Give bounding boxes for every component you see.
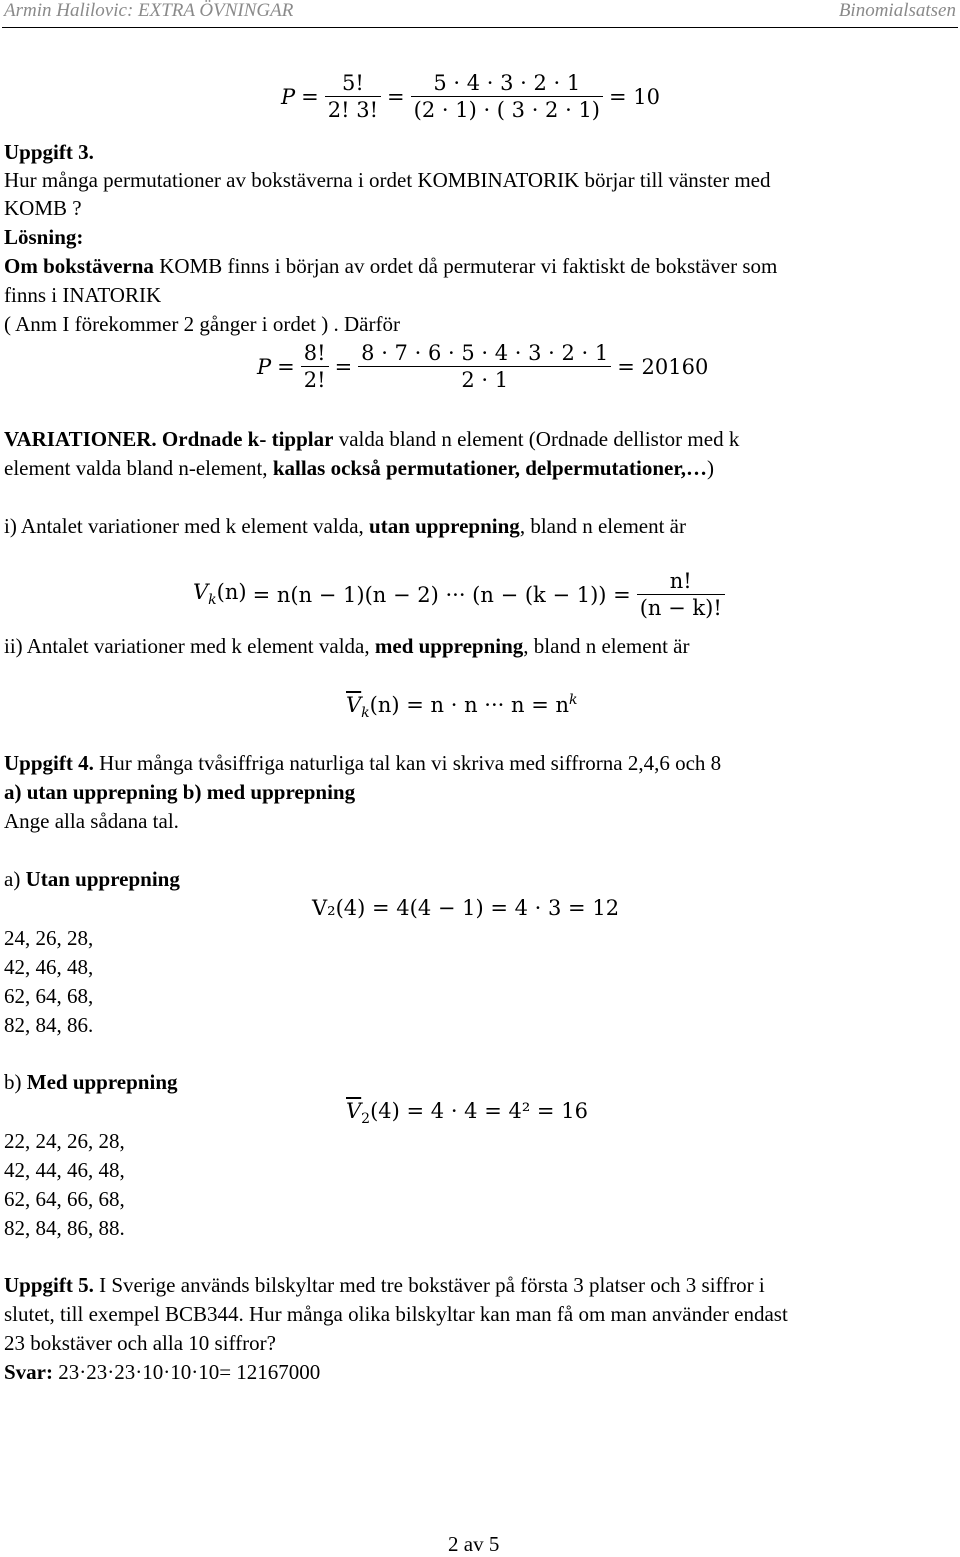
formula-variation-with-repetition: $\overline{V}_k(n) = n \cdot n$ ··· $n = n^k$ [346,692,578,722]
uppgift4-part-b-label: b) Med upprepning [4,1070,178,1094]
formula-variation-without-repetition: $V_k(n)$ = n(n − 1)(n − 2) ··· (n − (k − 1)) = $\frac{n!}{(n - k)!}$ [190,568,728,621]
fraction-expanded: $\frac{5 \cdot 4 \cdot 3 \cdot 2 \cdot 1}{(2 \cdot 1) \cdot ( 3 \cdot 2 \cdot 1)}$ [411,70,603,123]
uppgift3-title: Uppgift 3. [4,140,94,164]
uppgift5-answer: Svar: 23·23·23·10·10·10= 12167000 [4,1360,321,1384]
uppgift5-line3: 23 bokstäver och alla 10 siffror? [4,1331,276,1355]
formula-result: = 10 [609,84,660,109]
page-number: 2 av 5 [448,1532,500,1556]
uppgift3-solution-line3: ( Anm I förekommer 2 gånger i ordet ) . Därför [4,312,400,336]
variationer-definition-line1: VARIATIONER. Ordnade k- tipplar valda bland n element (Ordnade dellistor med k [4,427,740,451]
uppgift5-line2: slutet, till exempel BCB344. Hur många olika bilskyltar kan man få om man använder endast [4,1302,788,1326]
variationer-case-ii: ii) Antalet variationer med k element valda, med upprepning, bland n element är [4,634,690,658]
list-item: 82, 84, 86, 88. [4,1216,125,1240]
header-left: Armin Halilovic: EXTRA ÖVNINGAR [4,0,294,21]
list-item: 62, 64, 66, 68, [4,1187,125,1211]
uppgift3-solution-line2: finns i INATORIK [4,283,162,307]
list-item: 42, 44, 46, 48, [4,1158,125,1182]
variationer-definition-line2: element valda bland n-element, kallas också permutationer, delpermutationer,…) [4,456,715,480]
formula-permutation-2: P = $\frac{8!}{2!}$ = $\frac{8 \cdot 7 \cdot 6 \cdot 5 \cdot 4 \cdot 3 \cdot 2 \cdot 1}{2 \cdot 1}$ = 20160 [257,341,709,392]
uppgift4-question-line2: a) utan upprepning b) med upprepning [4,780,356,804]
list-item: 24, 26, 28, [4,926,94,950]
list-item: 42, 46, 48, [4,955,94,979]
fraction-factorial: $\frac{5!}{2! 3!}$ [325,70,381,123]
uppgift4-part-b-formula: $\overline{V}_2(4) = 4 \cdot 4 = 4^2 = 16$ [346,1099,588,1128]
uppgift3-solution-line1: Om bokstäverna KOMB finns i början av ordet då permuterar vi faktiskt de bokstäver som [4,254,778,278]
formula-permutation-1: P = $\frac{5!}{2! 3!}$ = $\frac{5 \cdot 4 \cdot 3 \cdot 2 \cdot 1}{(2 \cdot 1) \cdot ( 3 \cdot 2 \cdot 1)}$ = 10 [281,71,660,122]
list-item: 62, 64, 68, [4,984,94,1008]
uppgift5-line1: Uppgift 5. I Sverige används bilskyltar med tre bokstäver på första 3 platser och 3 siffror i [4,1273,765,1297]
uppgift4-part-a-formula: V₂(4) = 4(4 − 1) = 4 · 3 = 12 [312,896,620,920]
uppgift4-part-b-list [4,1127,125,1243]
formula-lhs: P [281,84,296,109]
list-item: 22, 24, 26, 28, [4,1129,125,1153]
list-item: 82, 84, 86. [4,1013,94,1037]
uppgift3-question-line1: Hur många permutationer av bokstäverna i ordet KOMBINATORIK börjar till vänster med [4,168,771,192]
header-right: Binomialsatsen [838,0,956,21]
uppgift3-solution-label: Lösning: [4,225,84,249]
uppgift4-part-a-list [4,924,93,1040]
uppgift4-part-a-label: a) Utan upprepning [4,867,180,891]
uppgift3-question-line2: KOMB ? [4,196,82,220]
uppgift4-question-line3: Ange alla sådana tal. [4,809,179,833]
variationer-case-i: i) Antalet variationer med k element valda, utan upprepning, bland n element är [4,514,686,538]
header-rule [2,27,958,28]
uppgift4-question-line1: Uppgift 4. Hur många tvåsiffriga naturliga tal kan vi skriva med siffrorna 2,4,6 och 8 [4,751,722,775]
